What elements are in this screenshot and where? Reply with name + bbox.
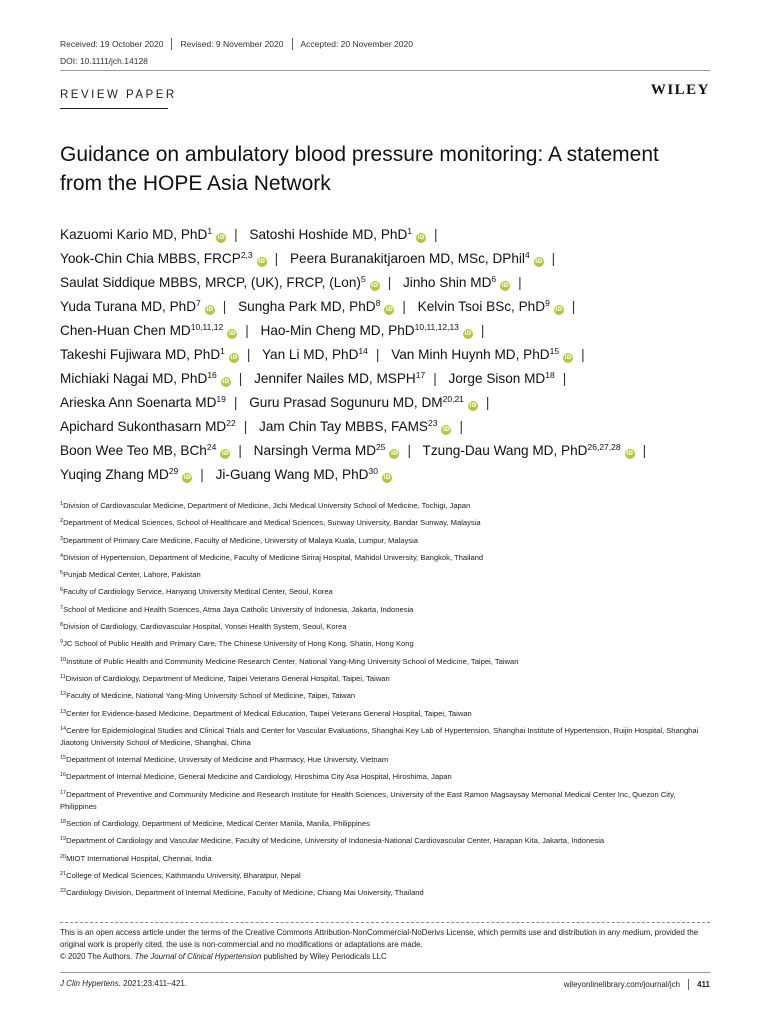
revised-date: Revised: 9 November 2020	[180, 39, 284, 49]
license-text: This is an open access article under the terms of the Creative Commons Attribution-NonCommercial-NoDerivs License, which permits use and distribution in any medium, provided the original work is properly cited, the use is non-commercial and no modifications or adaptations are made.	[60, 928, 699, 949]
author: Tzung-Dau Wang MD, PhD$^{26,27,28}$iD	[422, 442, 634, 458]
citation: J Clin Hypertens. 2021;23:411–421.	[60, 979, 188, 988]
author: Jam Chin Tay MBBS, FAMS$^{23}$iD	[259, 418, 450, 434]
orcid-icon[interactable]: iD	[469, 402, 477, 409]
author-line-11: Yuqing Zhang MD$^{29}$iD | Ji-Guang Wang MD, PhD$^{30}$iD	[60, 466, 391, 482]
wiley-logo: WILEY	[650, 82, 710, 98]
affiliation: $^{21}$College of Medical Sciences, Kathmandu University, Bharatpur, Nepal	[60, 870, 301, 880]
affiliation: $^{17}$Department of Preventive and Community Medicine and Research Institute for Health Sciences, University of the East Ramon Magsaysay Memorial Medical Center Inc, Quezon City, Philippines	[60, 789, 676, 811]
affiliation: $^{12}$Faculty of Medicine, National Yang-Ming University School of Medicine, Taipei, Taiwan	[60, 691, 356, 701]
author: Takeshi Fujiwara MD, PhD$^1$iD	[60, 346, 238, 362]
affiliation: $^{16}$Department of Internal Medicine, General Medicine and Cardiology, Hiroshima City Asa Hospital, Hiroshima, Japan	[60, 772, 452, 782]
orcid-icon[interactable]: iD	[385, 306, 393, 313]
orcid-icon[interactable]: iD	[464, 330, 472, 337]
author: Peera Buranakitjaroen MD, MSc, DPhil$^4$iD	[289, 250, 543, 266]
author-list	[60, 226, 720, 490]
author: Hao-Min Cheng MD, PhD$^{10,11,12,13}$iD	[260, 322, 472, 338]
author: Ji-Guang Wang MD, PhD$^{30}$iD	[215, 466, 391, 482]
author-line-6: Takeshi Fujiwara MD, PhD$^1$iD | Yan Li MD, PhD$^{14}$ | Van Minh Huynh MD, PhD$^{15}$iD |	[60, 346, 585, 362]
header-rule	[60, 70, 710, 71]
orcid-icon[interactable]: iD	[555, 306, 563, 313]
affiliation-list	[60, 500, 710, 905]
page-number: 411	[697, 980, 710, 989]
affiliation: $^2$Department of Medical Sciences, School of Healthcare and Medical Sciences, Sunway University, Bandar Sunway, Malaysia	[60, 518, 481, 528]
accepted-date: Accepted: 20 November 2020	[300, 39, 413, 49]
author-line-10: Boon Wee Teo MB, BCh$^{24}$iD | Narsingh Verma MD$^{25}$iD | Tzung-Dau Wang MD, PhD$^{26,27,28}$iD |	[60, 442, 647, 458]
orcid-icon[interactable]: iD	[417, 234, 425, 241]
author: Jorge Sison MD$^{18}$	[448, 370, 555, 386]
orcid-icon[interactable]: iD	[258, 258, 266, 265]
article-dates	[60, 38, 413, 50]
article-type: REVIEW PAPER	[60, 89, 177, 101]
author: Kazuomi Kario MD, PhD$^1$iD	[60, 226, 225, 242]
footer-right	[564, 979, 710, 990]
author-line-9: Apichard Sukonthasarn MD$^{22}$ | Jam Chin Tay MBBS, FAMS$^{23}$iD |	[60, 418, 463, 434]
affiliation: $^6$Faculty of Cardiology Service, Hanyang University Medical Center, Seoul, Korea	[60, 587, 333, 597]
orcid-icon[interactable]: iD	[221, 450, 229, 457]
affiliation: $^{18}$Section of Cardiology, Department of Medicine, Medical Center Manila, Manila, Philippines	[60, 819, 370, 829]
orcid-icon[interactable]: iD	[206, 306, 214, 313]
author: Yuqing Zhang MD$^{29}$iD	[60, 466, 191, 482]
affiliation: $^9$JC School of Public Health and Primary Care, The Chinese University of Hong Kong, Shatin, Hong Kong	[60, 639, 414, 649]
affiliation: $^{15}$Department of Internal Medicine, University of Medicine and Pharmacy, Hue University, Vietnam	[60, 755, 389, 765]
orcid-icon[interactable]: iD	[501, 282, 509, 289]
orcid-icon[interactable]: iD	[564, 354, 572, 361]
author: Apichard Sukonthasarn MD$^{22}$	[60, 418, 236, 434]
author-line-8: Arieska Ann Soenarta MD$^{19}$ | Guru Prasad Sogunuru MD, DM$^{20,21}$iD |	[60, 394, 490, 410]
author: Kelvin Tsoi BSc, PhD$^9$iD	[417, 298, 563, 314]
divider	[171, 38, 172, 50]
author-line-2: Yook-Chin Chia MBBS, FRCP$^{2,3}$iD | Peera Buranakitjaroen MD, MSc, DPhil$^4$iD |	[60, 250, 556, 266]
affiliation: $^{22}$Cardiology Division, Department of Internal Medicine, Faculty of Medicine, Chiang Mai University, Thailand	[60, 888, 424, 898]
author: Narsingh Verma MD$^{25}$iD	[253, 442, 398, 458]
affiliation: $^5$Punjab Medical Center, Lahore, Pakistan	[60, 570, 201, 580]
affiliation: $^{11}$Division of Cardiology, Department of Medicine, Taipei Veterans General Hospital, Taipei, Taiwan	[60, 673, 390, 683]
orcid-icon[interactable]: iD	[217, 234, 225, 241]
author: Yuda Turana MD, PhD$^7$iD	[60, 298, 214, 314]
orcid-icon[interactable]: iD	[371, 282, 379, 289]
article-type-underline	[60, 108, 168, 109]
copyright-line: © 2020 The Authors. The Journal of Clinical Hypertension published by Wiley Periodicals LLC	[60, 952, 387, 961]
paper-title: Guidance on ambulatory blood pressure monitoring: A statement from the HOPE Asia Network	[60, 143, 659, 195]
journal-name: The Journal of Clinical Hypertension	[134, 952, 262, 961]
affiliation: $^3$Department of Primary Care Medicine, Faculty of Medicine, University of Malaya Kuala, Lumpur, Malaysia	[60, 535, 418, 545]
affiliation: $^4$Division of Hypertension, Department of Medicine, Faculty of Medicine Siriraj Hospital, Mahidol University, Bangkok, Thailand	[60, 552, 484, 562]
orcid-icon[interactable]: iD	[383, 474, 391, 481]
license-divider	[60, 922, 710, 923]
orcid-icon[interactable]: iD	[390, 450, 398, 457]
orcid-icon[interactable]: iD	[183, 474, 191, 481]
footer-rule	[60, 972, 710, 973]
orcid-icon[interactable]: iD	[442, 426, 450, 433]
author: Michiaki Nagai MD, PhD$^{16}$iD	[60, 370, 230, 386]
affiliation: $^1$Division of Cardiovascular Medicine, Department of Medicine, Jichi Medical University School of Medicine, Tochigi, Japan	[60, 501, 471, 510]
orcid-icon[interactable]: iD	[230, 354, 238, 361]
author: Van Minh Huynh MD, PhD$^{15}$iD	[391, 346, 572, 362]
orcid-icon[interactable]: iD	[228, 330, 236, 337]
affiliation: $^{19}$Department of Cardiology and Vascular Medicine, Faculty of Medicine, University of Indonesia-National Cardiovascular Center, Harapan Kita, Jakarta, Indonesia	[60, 836, 605, 846]
affiliation: $^{10}$Institute of Public Health and Community Medicine Research Center, National Yang-Ming University School of Medicine, Taipei, Taiwan	[60, 656, 519, 666]
author: Saulat Siddique MBBS, MRCP, (UK), FRCP, (Lon)$^5$iD	[60, 274, 379, 290]
doi[interactable]: DOI: 10.1111/jch.14128	[60, 56, 148, 66]
author: Arieska Ann Soenarta MD$^{19}$	[60, 394, 226, 410]
author: Jennifer Nailes MD, MSPH$^{17}$	[254, 370, 426, 386]
received-date: Received: 19 October 2020	[60, 39, 164, 49]
author: Boon Wee Teo MB, BCh$^{24}$iD	[60, 442, 229, 458]
author: Jinho Shin $MD^6iD$	[403, 274, 509, 290]
divider	[292, 38, 293, 50]
author: Sungha Park MD, PhD$^8$iD	[238, 298, 393, 314]
affiliation: $^{20}$MIOT International Hospital, Chennai, India	[60, 853, 212, 863]
author-line-3: Saulat Siddique MBBS, MRCP, (UK), FRCP, (Lon)$^5$iD | Jinho Shin $MD^6iD$ |	[60, 274, 522, 290]
journal-url[interactable]: wileyonlinelibrary.com/journal/jch	[563, 980, 681, 989]
affiliation: $^7$School of Medicine and Health Sciences, Atma Jaya Catholic University of Indonesia, Jakarta, Indonesia	[60, 604, 414, 614]
orcid-icon[interactable]: iD	[535, 258, 543, 265]
author-line-4: Yuda Turana MD, PhD$^7$iD | Sungha Park MD, PhD$^8$iD | Kelvin Tsoi BSc, PhD$^9$iD |	[60, 298, 576, 314]
affiliation: $^8$Division of Cardiology, Cardiovascular Hospital, Yonsei Health System, Seoul, Korea	[60, 622, 347, 632]
license-notice	[60, 927, 710, 963]
author: Chen-Huan Chen MD$^{10,11,12}$iD	[60, 322, 236, 338]
author-line-7: Michiaki Nagai MD, PhD$^{16}$iD | Jennifer Nailes MD, MSPH$^{17}$ | Jorge Sison MD$^{18}$ |	[60, 370, 567, 386]
author: Yan Li MD, PhD$^{14}$	[261, 346, 368, 362]
author-line-5: Chen-Huan Chen MD$^{10,11,12}$iD | Hao-Min Cheng MD, PhD$^{10,11,12,13}$iD |	[60, 322, 485, 338]
author: Satoshi Hoshide MD, PhD$^1$iD	[249, 226, 425, 242]
divider	[688, 979, 689, 990]
affiliation: $^{14}$Centre for Epidemiological Studies and Clinical Trials and Center for Vascular Evaluations, Shanghai Key Lab of Hypertension, Shanghai Institute of Hypertension, Ruijin Hospital, Shanghai Jiaotong University School of Medicine, Shanghai, China	[60, 725, 699, 747]
author: Yook-Chin Chia MBBS, FRCP$^{2,3}$iD	[60, 250, 266, 266]
orcid-icon[interactable]: iD	[222, 378, 230, 385]
author: Guru Prasad Sogunuru MD, DM$^{20,21}$iD	[249, 394, 477, 410]
author-line-1: Kazuomi Kario MD, PhD$^1$iD | Satoshi Hoshide MD, PhD$^1$iD |	[60, 226, 438, 242]
orcid-icon[interactable]: iD	[626, 450, 634, 457]
affiliation: $^{13}$Center for Evidence-based Medicine, Department of Medical Education, Taipei Veterans General Hospital, Taipei, Taiwan	[60, 708, 472, 718]
